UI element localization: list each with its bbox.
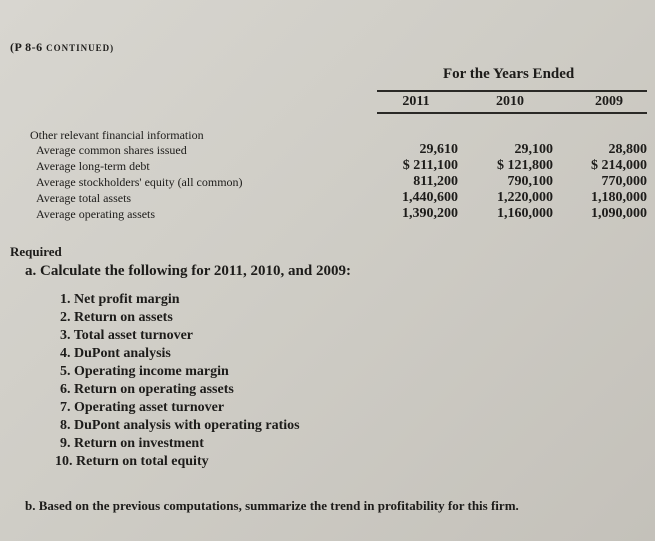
part-b-instruction: b. Based on the previous computations, summarize the trend in profitability for this firm. [25, 498, 519, 513]
row-value: 1,090,000 [591, 206, 647, 221]
row-value: 790,100 [507, 174, 553, 189]
row-value: 770,000 [601, 174, 647, 189]
row-value: 1,220,000 [497, 190, 553, 205]
row-label: Average operating assets [36, 207, 156, 221]
column-header-2009: 2009 [595, 94, 623, 109]
row-value: $ 121,800 [497, 158, 553, 173]
row-value: 1,390,200 [402, 206, 458, 221]
list-item: 9. Return on investment [60, 436, 204, 451]
row-value: 28,800 [608, 142, 647, 157]
row-value: $ 211,100 [402, 158, 458, 173]
list-item: 4. DuPont analysis [60, 346, 171, 361]
list-item: 10. Return on total equity [55, 454, 209, 469]
continued-text: CONTINUED) [46, 43, 115, 53]
list-item: 2. Return on assets [60, 310, 173, 325]
problem-continued-label [10, 40, 114, 55]
problem-ref: (P 8-6 [10, 40, 43, 54]
row-value: 29,610 [419, 142, 458, 157]
row-value: $ 214,000 [591, 158, 647, 173]
list-item: 7. Operating asset turnover [60, 400, 225, 415]
list-item: 3. Total asset turnover [60, 328, 193, 343]
row-value: 811,200 [413, 174, 458, 189]
column-header-2011: 2011 [402, 94, 430, 109]
part-a-instruction: a. Calculate the following for 2011, 2010, and 2009: [25, 263, 351, 279]
header-rule-top [377, 90, 647, 92]
list-item: 1. Net profit margin [60, 292, 180, 307]
section-title: Other relevant financial information [30, 128, 204, 142]
list-item: 5. Operating income margin [60, 364, 229, 379]
row-value: 1,160,000 [497, 206, 553, 221]
row-label: Average common shares issued [36, 143, 187, 157]
row-label: Average total assets [36, 191, 132, 205]
row-value: 1,440,600 [402, 190, 458, 205]
column-header-2010: 2010 [496, 94, 524, 109]
years-group-header: For the Years Ended [443, 66, 575, 82]
row-value: 29,100 [514, 142, 553, 157]
list-item: 8. DuPont analysis with operating ratios [60, 418, 300, 433]
row-label: Average stockholders' equity (all common) [36, 175, 243, 189]
required-heading: Required [10, 244, 62, 259]
header-rule-bottom [377, 112, 647, 114]
row-label: Average long-term debt [36, 159, 150, 173]
row-value: 1,180,000 [591, 190, 647, 205]
list-item: 6. Return on operating assets [60, 382, 234, 397]
